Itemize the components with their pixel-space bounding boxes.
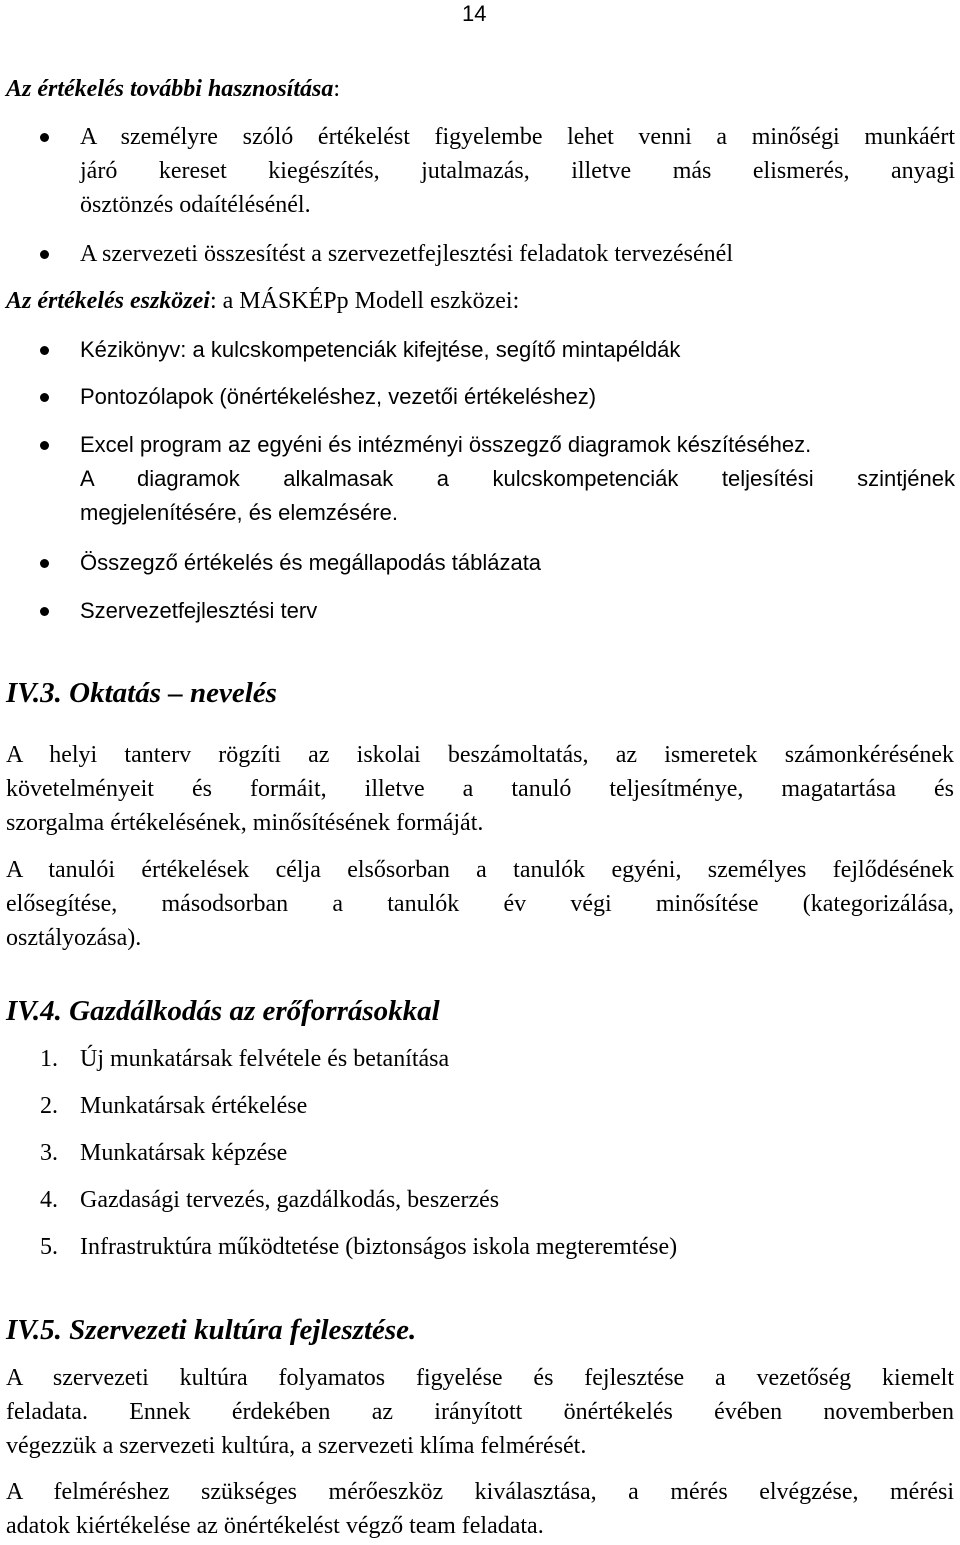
- iv3-para2-line3: osztályozása).: [6, 925, 142, 951]
- iv4-item-text: Infrastruktúra működtetése (biztonságos iskola megteremtése): [80, 1234, 678, 1260]
- eval-tools-item-handbook: Kézikönyv: a kulcskompetenciák kifejtése, segítő mintapéldák: [80, 337, 681, 362]
- iv5-para2-line2: adatok kiértékelése az önértékelést végző team feladata.: [6, 1513, 544, 1539]
- eval-use-heading-bold: Az értékelés további hasznosítása: [6, 76, 334, 102]
- iv3-para2-line2: elősegítése, másodsorban a tanulók év végi minősítése (kategorizálása,: [6, 891, 954, 917]
- iv4-item-num: 3.: [40, 1140, 58, 1166]
- eval-tools-heading: [6, 286, 519, 316]
- iv5-para1-line1: A szervezeti kultúra folyamatos figyelése és fejlesztése a vezetőség kiemelt: [6, 1365, 954, 1391]
- iv4-item-num: 4.: [40, 1187, 58, 1213]
- bullet-icon: [40, 346, 49, 355]
- eval-use-bullet1-line2: járó kereset kiegészítés, jutalmazás, illetve más elismerés, anyagi: [80, 158, 955, 184]
- bullet-icon: [40, 559, 49, 568]
- iv3-para1-line3: szorgalma értékelésének, minősítésének formáját.: [6, 810, 484, 836]
- iv4-item-text: Munkatársak értékelése: [80, 1093, 308, 1119]
- iv4-item-text: Új munkatársak felvétele és betanítása: [80, 1046, 450, 1072]
- iv4-item-num: 2.: [40, 1093, 58, 1119]
- eval-tools-label-bold: Az értékelés eszközei: [6, 288, 210, 314]
- bullet-icon: [40, 441, 49, 450]
- eval-tools-excel-line2: A diagramok alkalmasak a kulcskompetenciák teljesítési szintjének: [80, 466, 955, 491]
- iv3-para1-line2: követelményeit és formáit, illetve a tanuló teljesítménye, magatartása és: [6, 776, 954, 802]
- iv4-item-num: 1.: [40, 1046, 58, 1072]
- bullet-icon: [40, 133, 49, 142]
- iv5-para2-line1: A felméréshez szükséges mérőeszköz kiválasztása, a mérés elvégzése, mérési: [6, 1479, 954, 1505]
- eval-use-heading-colon: :: [333, 76, 341, 102]
- iv5-para1-line3: végezzük a szervezeti kultúra, a szervezeti klíma felmérését.: [6, 1433, 587, 1459]
- eval-use-bullet2: A szervezeti összesítést a szervezetfejlesztési feladatok tervezésénél: [80, 241, 733, 267]
- iv4-item-text: Munkatársak képzése: [80, 1140, 288, 1166]
- iv3-para1-line1: A helyi tanterv rögzíti az iskolai beszámoltatás, az ismeretek számonkérésének: [6, 742, 954, 768]
- page-number: 14: [462, 1, 487, 26]
- eval-tools-excel-line1: Excel program az egyéni és intézményi összegző diagramok készítéséhez.: [80, 432, 812, 457]
- iv5-para1-line2: feladata. Ennek érdekében az irányított önértékelés évében novemberben: [6, 1399, 954, 1425]
- section-iv3-heading: IV.3. Oktatás – nevelés: [6, 677, 277, 709]
- eval-tools-item-summary: Összegző értékelés és megállapodás táblázata: [80, 550, 542, 575]
- eval-use-bullet1-line1: A személyre szóló értékelést figyelembe lehet venni a minőségi munkáért: [80, 124, 955, 150]
- eval-tools-excel-line3: megjelenítésére, és elemzésére.: [80, 500, 398, 525]
- section-iv5-heading: IV.5. Szervezeti kultúra fejlesztése.: [6, 1314, 417, 1346]
- iv4-item-num: 5.: [40, 1234, 58, 1260]
- bullet-icon: [40, 393, 49, 402]
- bullet-icon: [40, 607, 49, 616]
- bullet-icon: [40, 250, 49, 259]
- eval-tools-item-scoresheets: Pontozólapok (önértékeléshez, vezetői értékeléshez): [80, 384, 597, 409]
- eval-tools-item-orgplan: Szervezetfejlesztési terv: [80, 598, 318, 623]
- iv4-item-text: Gazdasági tervezés, gazdálkodás, beszerzés: [80, 1187, 500, 1213]
- eval-use-bullet1-line3: ösztönzés odaítélésénél.: [80, 192, 311, 218]
- section-iv4-heading: IV.4. Gazdálkodás az erőforrásokkal: [6, 995, 440, 1027]
- iv3-para2-line1: A tanulói értékelések célja elsősorban a tanulók egyéni, személyes fejlődésének: [6, 857, 954, 883]
- eval-tools-label-rest: : a MÁSKÉPp Modell eszközei:: [209, 288, 520, 314]
- eval-use-heading: [6, 74, 340, 104]
